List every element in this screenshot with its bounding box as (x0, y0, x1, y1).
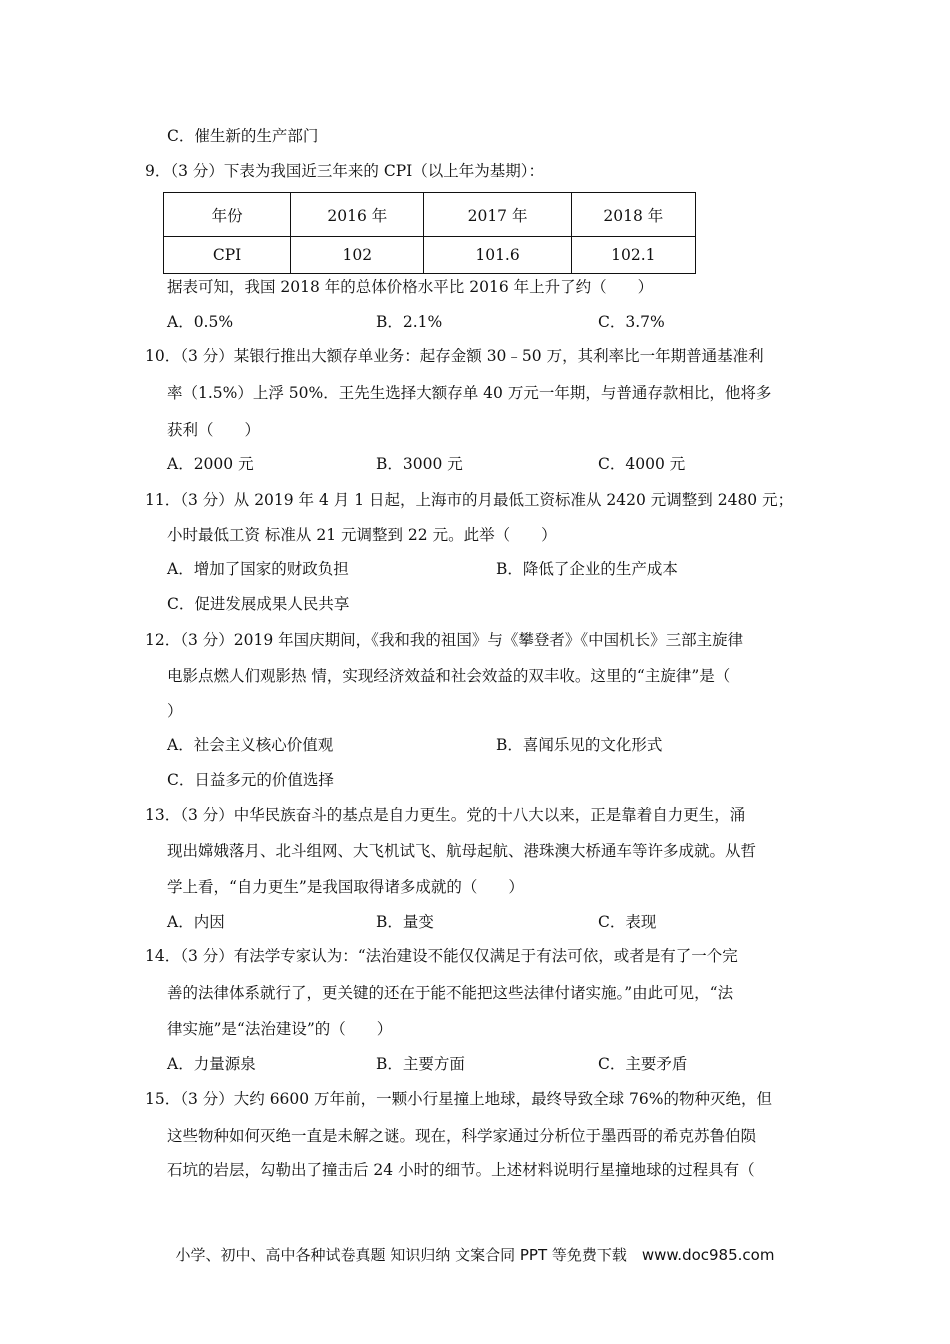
q13-option-a: A．内因 (167, 913, 225, 931)
table-cell: 102 (291, 237, 424, 274)
q13-line: 现出嫦娥落月、北斗组网、大飞机试飞、航母起航、港珠澳大桥通车等许多成就。从哲 (167, 842, 757, 860)
q10-line: 获利（ ） (167, 421, 261, 439)
q10-line: 10．（3 分）某银行推出大额存单业务：起存金额 30﹣50 万，其利率比一年期普通基准利 (145, 347, 764, 365)
q13-line: 学上看，“自力更生”是我国取得诸多成就的（ ） (167, 878, 524, 896)
q12-line: 12．（3 分）2019 年国庆期间，《我和我的祖国》与《攀登者》《中国机长》三部主旋律 (145, 631, 744, 649)
q11-option-c: C．促进发展成果人民共享 (167, 595, 350, 613)
q12-option-b: B．喜闻乐见的文化形式 (496, 736, 663, 754)
q9-stem: 9．（3 分）下表为我国近三年来的 CPI（以上年为基期）： (145, 162, 544, 180)
q10-option-b: B．3000 元 (376, 455, 463, 473)
q11-line: 11．（3 分）从 2019 年 4 月 1 日起，上海市的月最低工资标准从 2420 元调整到 2480 元； (145, 491, 794, 509)
q10-option-c: C．4000 元 (598, 455, 686, 473)
q13-line: 13．（3 分）中华民族奋斗的基点是自力更生。党的十八大以来，正是靠着自力更生，涌 (145, 806, 746, 824)
table-cell: 102.1 (571, 237, 695, 274)
q8-option-c: C．催生新的生产部门 (167, 127, 319, 145)
q9-question: 据表可知，我国 2018 年的总体价格水平比 2016 年上升了约（ ） (167, 278, 654, 296)
q10-line: 率（1.5%）上浮 50%．王先生选择大额存单 40 万元一年期，与普通存款相比，他将多 (167, 384, 772, 402)
q15-line: 15．（3 分）大约 6600 万年前，一颗小行星撞上地球，最终导致全球 76%的物种灭绝，但 (145, 1090, 772, 1108)
q14-line: 14．（3 分）有法学专家认为：“法治建设不能仅仅满足于有法可依，或者是有了一个完 (145, 947, 738, 965)
q9-option-a: A．0.5% (167, 313, 234, 331)
q13-option-c: C．表现 (598, 913, 657, 931)
q12-line: 电影点燃人们观影热 情，实现经济效益和社会效益的双丰收。这里的“主旋律”是（ (167, 667, 731, 685)
q11-line: 小时最低工资 标准从 21 元调整到 22 元。此举（ ） (167, 526, 557, 544)
q11-option-a: A．增加了国家的财政负担 (167, 560, 349, 578)
q11-option-b: B．降低了企业的生产成本 (496, 560, 678, 578)
table-cell: CPI (164, 237, 291, 274)
q14-line: 律实施”是“法治建设”的（ ） (167, 1020, 393, 1038)
q15-line: 石坑的岩层，勾勒出了撞击后 24 小时的细节。上述材料说明行星撞地球的过程具有（ (167, 1161, 755, 1179)
q13-option-b: B．量变 (376, 913, 434, 931)
table-row (164, 237, 696, 274)
q15-line: 这些物种如何灭绝一直是未解之谜。现在，科学家通过分析位于墨西哥的希克苏鲁伯陨 (167, 1127, 757, 1145)
q14-option-c: C．主要矛盾 (598, 1055, 688, 1073)
q14-option-b: B．主要方面 (376, 1055, 465, 1073)
table-cell: 年份 (164, 193, 291, 237)
q12-option-c: C．日益多元的价值选择 (167, 771, 334, 789)
table-cell: 2018 年 (571, 193, 695, 237)
cpi-table (163, 192, 696, 274)
table-header-row (164, 193, 696, 237)
page-footer: 小学、初中、高中各种试卷真题 知识归纳 文案合同 PPT 等免费下载 www.doc985.com (175, 1246, 775, 1264)
table-cell: 2017 年 (424, 193, 571, 237)
table-cell: 101.6 (424, 237, 571, 274)
q10-option-a: A．2000 元 (167, 455, 254, 473)
q14-line: 善的法律体系就行了，更关键的还在于能不能把这些法律付诸实施。”由此可见，“法 (167, 984, 734, 1002)
q12-line: ） (167, 702, 183, 720)
q9-option-c: C．3.7% (598, 313, 665, 331)
q12-option-a: A．社会主义核心价值观 (167, 736, 334, 754)
q14-option-a: A．力量源泉 (167, 1055, 256, 1073)
q9-option-b: B．2.1% (376, 313, 443, 331)
table-cell: 2016 年 (291, 193, 424, 237)
